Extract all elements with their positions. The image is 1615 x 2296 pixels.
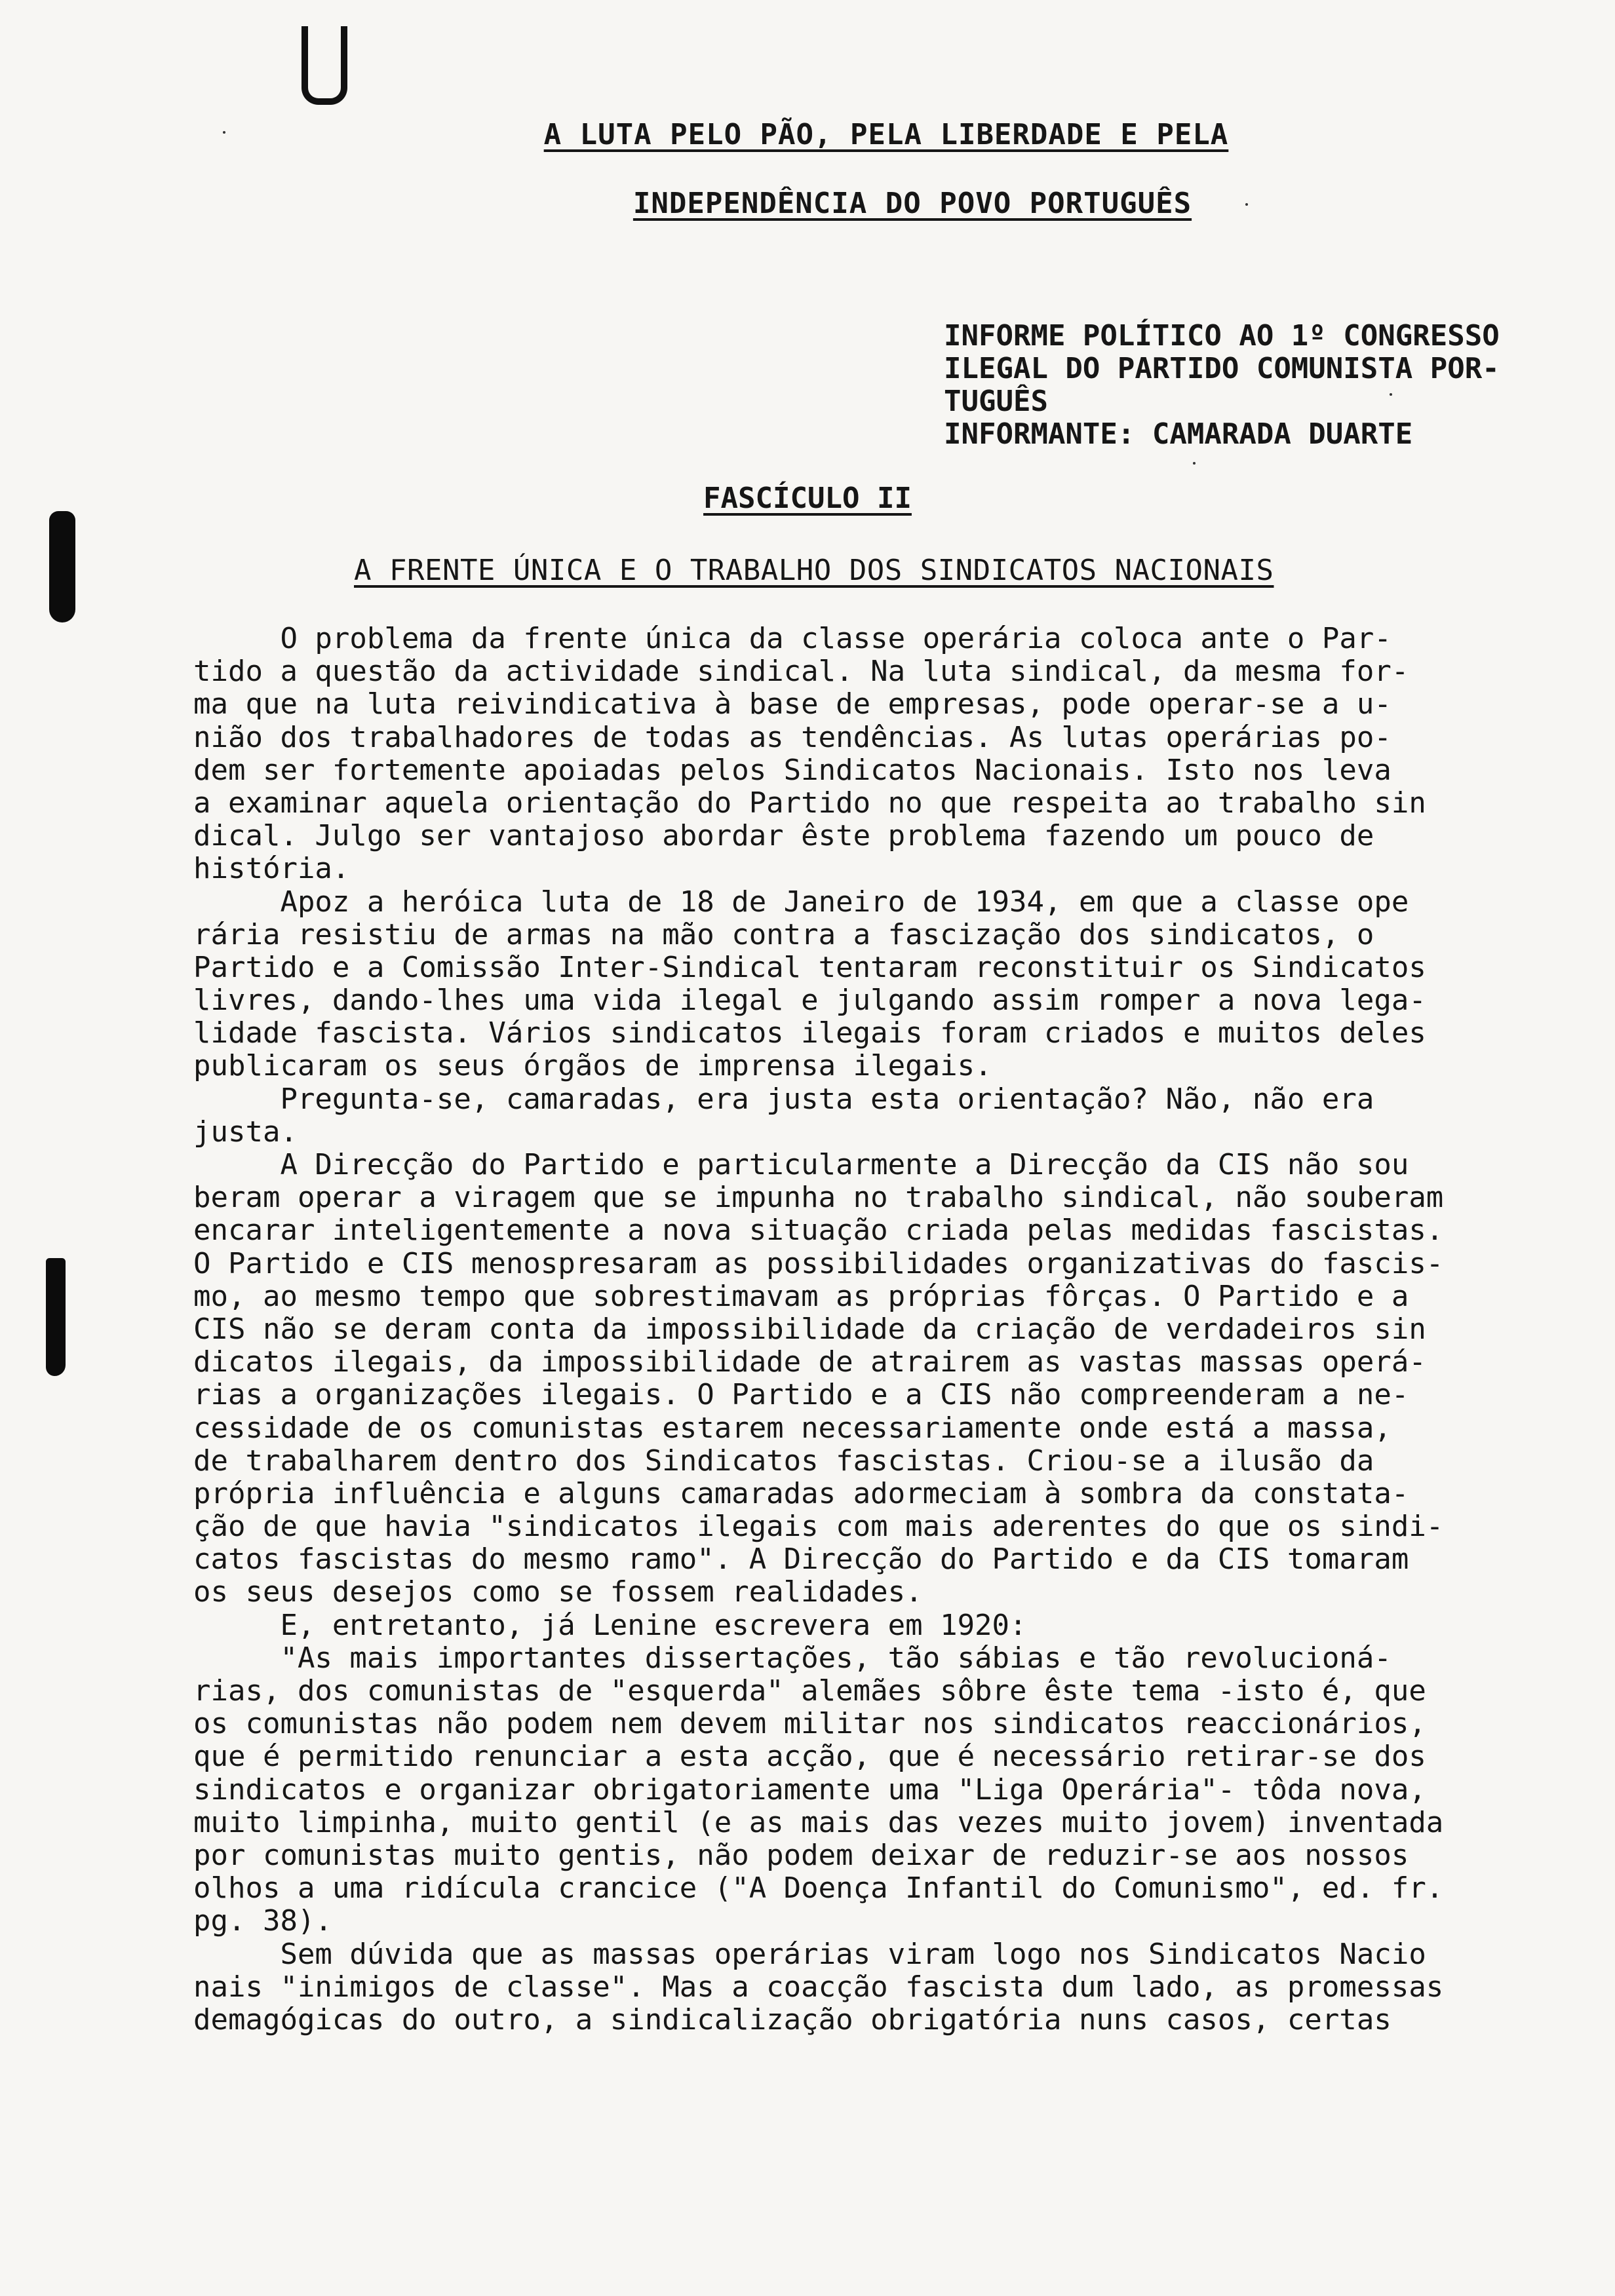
info-line: ILEGAL DO PARTIDO COMUNISTA POR-	[944, 352, 1500, 385]
body-line: dicatos ilegais, da impossibilidade de atrairem as vastas massas operá-	[193, 1345, 1426, 1379]
fascicle-heading: FASCÍCULO II	[703, 482, 912, 515]
body-line: tido a questão da actividade sindical. Na luta sindical, da mesma for-	[193, 655, 1409, 689]
body-line: os comunistas não podem nem devem militar nos sindicatos reaccionários,	[193, 1707, 1426, 1741]
body-text	[193, 622, 1596, 2037]
body-line: dical. Julgo ser vantajoso abordar êste problema fazendo um pouco de	[193, 819, 1374, 853]
body-line: publicaram os seus órgãos de imprensa ilegais.	[193, 1049, 992, 1083]
info-line: INFORMANTE: CAMARADA DUARTE	[944, 417, 1413, 451]
body-line: os seus desejos como se fossem realidades.	[193, 1575, 923, 1609]
info-line: TUGUÊS	[944, 385, 1048, 418]
body-line: própria influência e alguns camaradas adormeciam à sombra da constata-	[193, 1476, 1409, 1510]
body-line: lidade fascista. Vários sindicatos ilegais foram criados e muitos deles	[193, 1016, 1426, 1050]
body-line: Pregunta-se, camaradas, era justa esta orientação? Não, não era	[193, 1082, 1374, 1116]
body-line: rária resistiu de armas na mão contra a fascização dos sindicatos, o	[193, 917, 1374, 951]
body-line: que é permitido renunciar a esta acção, que é necessário retirar-se dos	[193, 1740, 1426, 1774]
body-line: beram operar a viragem que se impunha no trabalho sindical, não souberam	[193, 1181, 1444, 1215]
body-line: história.	[193, 852, 350, 886]
body-line: pg. 38).	[193, 1904, 332, 1938]
body-line: Partido e a Comissão Inter-Sindical tentaram reconstituir os Sindicatos	[193, 950, 1426, 984]
body-line: de trabalharem dentro dos Sindicatos fascistas. Criou-se a ilusão da	[193, 1444, 1374, 1478]
body-line: "As mais importantes dissertações, tão sábias e tão revolucioná-	[193, 1641, 1391, 1675]
body-line: ção de que havia "sindicatos ilegais com mais aderentes do que os sindi-	[193, 1510, 1444, 1544]
body-line: por comunistas muito gentis, não podem deixar de reduzir-se aos nossos	[193, 1838, 1409, 1872]
body-line: dem ser fortemente apoiadas pelos Sindicatos Nacionais. Isto nos leva	[193, 753, 1391, 787]
section-heading: A FRENTE ÚNICA E O TRABALHO DOS SINDICATOS NACIONAIS	[354, 554, 1274, 587]
info-line: INFORME POLÍTICO AO 1º CONGRESSO	[944, 319, 1500, 353]
body-line: O problema da frente única da classe operária coloca ante o Par-	[193, 622, 1391, 655]
body-line: nais "inimigos de classe". Mas a coacção fascista dum lado, as promessas	[193, 1970, 1444, 2004]
binder-hole-mark	[46, 1258, 66, 1376]
body-line: olhos a uma ridícula crancice ("A Doença Infantil do Comunismo", ed. fr.	[193, 1871, 1444, 1905]
body-line: a examinar aquela orientação do Partido no que respeita ao trabalho sin	[193, 786, 1426, 820]
document-title-line-2: INDEPENDÊNCIA DO POVO PORTUGUÊS	[632, 187, 1192, 220]
document-title-line-1: A LUTA PELO PÃO, PELA LIBERDADE E PELA	[543, 118, 1229, 151]
body-line: catos fascistas do mesmo ramo". A Direcção do Partido e da CIS tomaram	[193, 1542, 1409, 1577]
body-line: CIS não se deram conta da impossibilidade da criação de verdadeiros sin	[193, 1312, 1426, 1346]
body-line: encarar inteligentemente a nova situação criada pelas medidas fascistas.	[193, 1214, 1444, 1248]
body-line: Apoz a heróica luta de 18 de Janeiro de 1934, em que a classe ope	[193, 885, 1409, 919]
body-line: nião dos trabalhadores de todas as tendências. As lutas operárias po-	[193, 720, 1391, 754]
report-info-block	[944, 320, 1500, 451]
body-line: muito limpinha, muito gentil (e as mais das vezes muito jovem) inventada	[193, 1805, 1444, 1839]
body-line: rias, dos comunistas de "esquerda" alemães sôbre êste tema -isto é, que	[193, 1674, 1426, 1708]
body-line: Sem dúvida que as massas operárias viram logo nos Sindicatos Nacio	[193, 1937, 1426, 1971]
speck	[1193, 462, 1196, 465]
body-line: justa.	[193, 1115, 298, 1149]
body-line: livres, dando-lhes uma vida ilegal e julgando assim romper a nova lega-	[193, 984, 1426, 1018]
body-line: O Partido e CIS menospresaram as possibilidades organizativas do fascis-	[193, 1246, 1444, 1280]
body-line: demagógicas do outro, a sindicalização obrigatória nuns casos, certas	[193, 2002, 1391, 2037]
body-line: mo, ao mesmo tempo que sobrestimavam as próprias fôrças. O Partido e a	[193, 1279, 1409, 1313]
binder-hole-mark	[49, 511, 75, 622]
body-line: cessidade de os comunistas estarem necessariamente onde está a massa,	[193, 1411, 1391, 1445]
body-line: ma que na luta reivindicativa à base de empresas, pode operar-se a u-	[193, 687, 1391, 721]
body-line: sindicatos e organizar obrigatoriamente uma "Liga Operária"- tôda nova,	[193, 1772, 1426, 1807]
body-line: E, entretanto, já Lenine escrevera em 1920:	[193, 1608, 1027, 1642]
ink-blot-mark	[302, 26, 347, 105]
body-line: A Direcção do Partido e particularmente a Direcção da CIS não sou	[193, 1148, 1409, 1181]
body-line: rias a organizações ilegais. O Partido e a CIS não compreenderam a ne-	[193, 1378, 1409, 1412]
